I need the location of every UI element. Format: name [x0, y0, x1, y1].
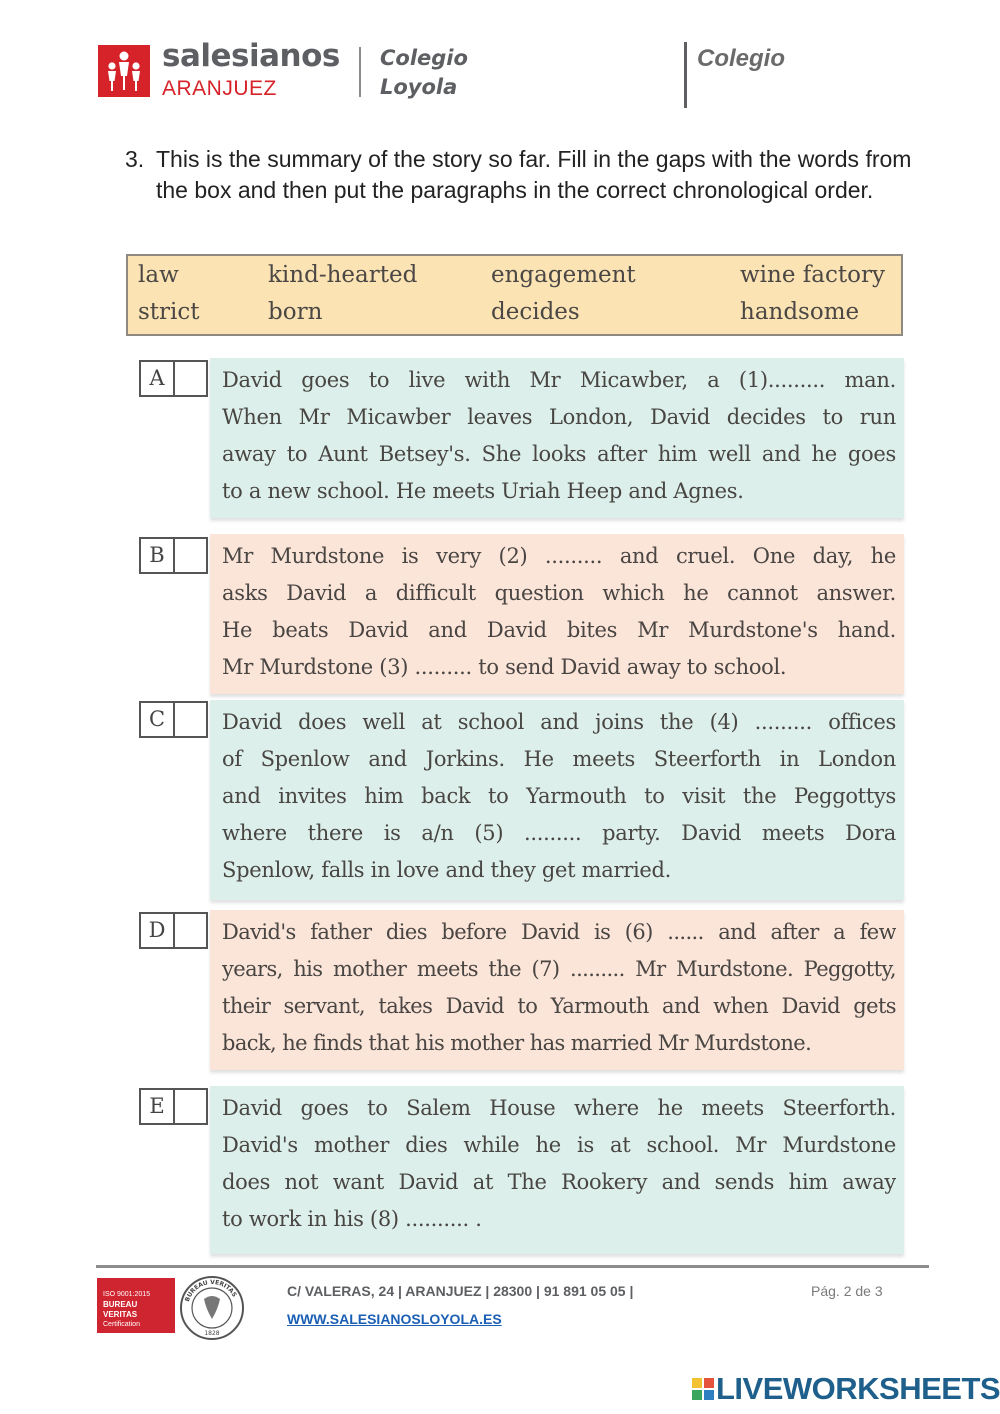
seal-year: 1828	[204, 1330, 220, 1337]
header-right-label: Colegio	[697, 45, 785, 72]
paragraph-line: to a new school. He meets Uriah Heep and Agnes.	[222, 479, 744, 503]
word-box-item: engagement	[491, 262, 636, 288]
paragraph-e	[210, 1086, 904, 1254]
paragraph-line: their servant, takes David to Yarmouth and when David gets	[222, 994, 896, 1018]
exercise-number: 3.	[125, 146, 145, 172]
cert-bureau: BUREAU VERITAS	[103, 1300, 138, 1319]
paragraph-line: where there is a/n (5) ......... party. David meets Dora	[222, 821, 896, 845]
salesianos-logo-icon	[98, 45, 150, 97]
paragraph-line: of Spenlow and Jorkins. He meets Steerforth in London	[222, 747, 896, 771]
school-website-link[interactable]: WWW.SALESIANOSLOYOLA.ES	[287, 1311, 502, 1327]
order-answer-field[interactable]	[175, 362, 206, 395]
exercise-instruction	[125, 144, 915, 206]
paragraph-b-order-box	[139, 537, 208, 574]
liveworksheets-wordmark: LIVEWORKSHEETS	[716, 1371, 1000, 1406]
word-box-item: wine factory	[740, 262, 885, 288]
footer-divider	[96, 1265, 929, 1268]
paragraph-line: Mr Murdstone is very (2) ......... and cruel. One day, he	[222, 544, 896, 568]
paragraph-d	[210, 910, 904, 1070]
paragraph-line: back, he finds that his mother has married Mr Murdstone.	[222, 1031, 812, 1055]
seal-text: BUREAU VERITAS	[183, 1278, 238, 1303]
bureau-veritas-seal-icon	[178, 1275, 246, 1341]
order-answer-field[interactable]	[175, 914, 206, 947]
exercise-text: This is the summary of the story so far. Fill in the gaps with the words from the box and then put the paragraphs in the correct chronological order.	[156, 146, 912, 203]
brand-name: salesianos	[162, 38, 340, 74]
paragraph-letter: C	[141, 703, 175, 736]
word-box-item: born	[268, 299, 323, 325]
paragraph-line: David's father dies before David is (6) ...... and after a few	[222, 920, 896, 944]
paragraph-b	[210, 534, 904, 694]
paragraph-line: David goes to live with Mr Micawber, a (1)......... man.	[222, 368, 896, 392]
paragraph-letter: A	[141, 362, 175, 395]
word-box-item: law	[138, 262, 179, 288]
paragraph-a	[210, 358, 904, 518]
word-box	[126, 254, 903, 336]
order-answer-field[interactable]	[175, 703, 206, 736]
paragraph-line: Mr Murdstone (3) ......... to send David away to school.	[222, 655, 787, 679]
paragraph-e-order-box	[139, 1088, 208, 1125]
paragraph-line: Spenlow, falls in love and they get married.	[222, 858, 672, 882]
paragraph-line: years, his mother meets the (7) ......... Mr Murdstone. Peggotty,	[222, 957, 896, 981]
paragraph-line: He beats David and David bites Mr Murdstone's hand.	[222, 618, 896, 642]
paragraph-line: does not want David at The Rookery and sends him away	[222, 1170, 896, 1194]
paragraph-line: and invites him back to Yarmouth to visit the Peggottys	[222, 784, 896, 808]
iso-certification-badge	[97, 1278, 175, 1333]
header-divider	[684, 42, 687, 108]
paragraph-line: David's mother dies while he is at school. Mr Murdstone	[222, 1133, 896, 1157]
school-address: C/ VALERAS, 24 | ARANJUEZ | 28300 | 91 891 05 05 |	[287, 1283, 634, 1299]
brand-location: ARANJUEZ	[162, 77, 277, 100]
order-answer-field[interactable]	[175, 539, 206, 572]
paragraph-line: When Mr Micawber leaves London, David decides to run	[222, 405, 896, 429]
cert-iso: ISO 9001:2015	[103, 1291, 151, 1298]
paragraph-letter: D	[141, 914, 175, 947]
paragraph-d-order-box	[139, 912, 208, 949]
paragraph-letter: B	[141, 539, 175, 572]
school-name-line1: Colegio	[380, 46, 468, 70]
paragraph-line: asks David a difficult question which he cannot answer.	[222, 581, 896, 605]
order-answer-field[interactable]	[175, 1090, 206, 1123]
word-box-item: kind-hearted	[268, 262, 418, 288]
paragraph-a-order-box	[139, 360, 208, 397]
paragraph-line: to work in his (8) .......... .	[222, 1207, 482, 1231]
paragraph-c-order-box	[139, 701, 208, 738]
page-number: Pág. 2 de 3	[811, 1283, 883, 1299]
paragraph-letter: E	[141, 1090, 175, 1123]
paragraph-line: David does well at school and joins the (4) ......... offices	[222, 710, 896, 734]
school-logo-text	[380, 44, 468, 102]
paragraph-line: David goes to Salem House where he meets Steerforth.	[222, 1096, 896, 1120]
paragraph-line: away to Aunt Betsey's. She looks after him well and he goes	[222, 442, 896, 466]
paragraph-c	[210, 700, 904, 900]
word-box-item: strict	[138, 299, 200, 325]
school-name-line2: Loyola	[380, 75, 458, 99]
word-box-item: handsome	[740, 299, 860, 325]
liveworksheets-logo-icon	[692, 1378, 714, 1400]
word-box-item: decides	[491, 299, 580, 325]
cert-label: Certification	[103, 1321, 140, 1328]
logo-divider	[359, 47, 361, 97]
